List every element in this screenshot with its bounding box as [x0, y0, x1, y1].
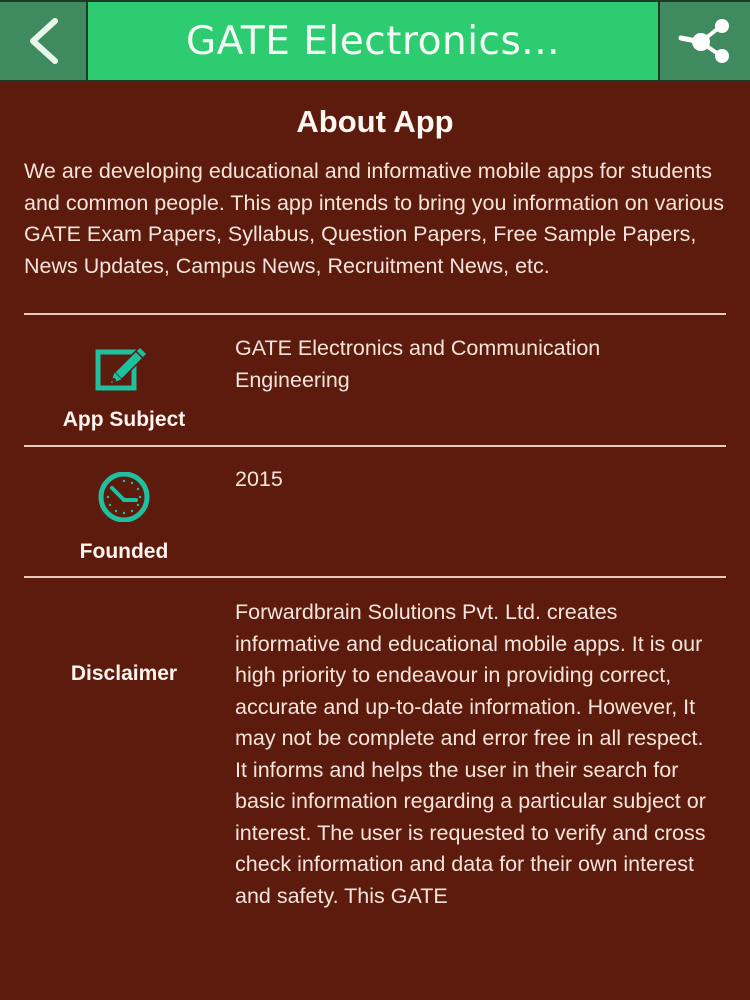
disclaimer-label: Disclaimer: [70, 662, 178, 685]
divider: [24, 445, 726, 447]
disclaimer-value: Forwardbrain Solutions Pvt. Ltd. creates informative and educational mobile apps. It is our high priority to endeavour in providing correct, accurate and up-to-date information. However, It may not be complete and error free in all respect. It informs and helps the user in their search for basic information regarding a particular subject or interest. The user is requested to verify and cross check information and data for their own interest and safety. This GATE: [235, 600, 706, 908]
app-header: [0, 0, 750, 82]
about-content[interactable]: [0, 82, 750, 1000]
disclaimer-label-cell: [24, 662, 224, 686]
share-button[interactable]: [660, 2, 750, 80]
founded-label: Founded: [79, 540, 169, 563]
clock-icon: [94, 472, 154, 522]
app-subject-label: App Subject: [62, 408, 186, 431]
app-subject-label-cell: [24, 340, 224, 432]
share-icon: [675, 16, 735, 66]
founded-label-cell: [24, 472, 224, 564]
edit-icon: [92, 340, 156, 394]
app-subject-value: GATE Electronics and Communication Engineering: [235, 336, 601, 392]
divider: [24, 313, 726, 315]
divider: [24, 576, 726, 578]
app-title-bar: [88, 2, 658, 80]
about-description: We are developing educational and informative mobile apps for students and common people. This app intends to bring you information on various GATE Exam Papers, Syllabus, Question Papers, Free Sample Papers, News Updates, Campus News, Recruitment News, etc.: [24, 159, 724, 278]
back-button[interactable]: [0, 2, 86, 80]
founded-value: 2015: [235, 467, 283, 491]
page-title: About App: [296, 104, 454, 139]
app-title: GATE Electronics...: [186, 18, 560, 64]
chevron-left-icon: [23, 16, 63, 66]
